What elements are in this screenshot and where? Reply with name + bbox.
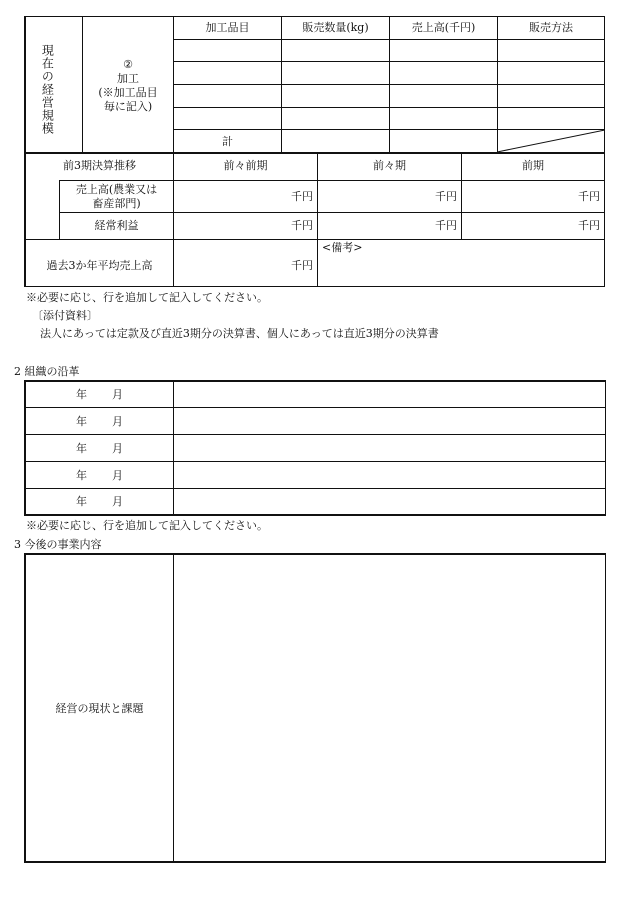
current-status-label: 経営の現状と課題 <box>55 702 144 715</box>
note-add-rows: ※必要に応じ、行を追加して記入してください。 <box>26 291 268 304</box>
sales-unit-2: 千円 <box>435 190 457 203</box>
profit-unit-2: 千円 <box>435 219 457 232</box>
notes-label: <備考> <box>322 241 363 254</box>
avg-sales-field[interactable] <box>174 240 317 286</box>
sales-field-1[interactable] <box>174 181 317 212</box>
history-year-4: 年 <box>76 469 87 482</box>
history-field-4[interactable] <box>174 462 605 488</box>
item-field-1[interactable] <box>174 40 281 61</box>
sales-row-label: 売上高(農業又は 畜産部門) <box>75 183 158 210</box>
history-field-1[interactable] <box>174 382 605 407</box>
volume-field-1[interactable] <box>282 40 389 61</box>
header-sales-amount: 売上高(千円) <box>411 21 476 34</box>
history-field-2[interactable] <box>174 408 605 434</box>
method-field-1[interactable] <box>498 40 604 61</box>
history-field-3[interactable] <box>174 435 605 461</box>
section3-title: 3 今後の事業内容 <box>14 538 102 551</box>
history-month-1: 月 <box>112 388 123 401</box>
history-year-1: 年 <box>76 388 87 401</box>
avg-sales-unit: 千円 <box>291 259 313 272</box>
header-sales-volume: 販売数量(kg) <box>302 21 369 34</box>
finance-title: 前3期決算推移 <box>63 159 136 172</box>
history-month-4: 月 <box>112 469 123 482</box>
notes-field[interactable] <box>318 255 604 286</box>
sales-unit-1: 千円 <box>291 190 313 203</box>
section2-title: 2 組織の沿革 <box>14 365 80 378</box>
header-sales-method: 販売方法 <box>529 21 573 34</box>
history-month-3: 月 <box>112 442 123 455</box>
history-year-3: 年 <box>76 442 87 455</box>
sales-unit-3: 千円 <box>578 190 600 203</box>
attachment-text: 法人にあっては定款及び直近3期分の決算書、個人にあっては直近3期分の決算書 <box>40 327 439 340</box>
profit-unit-3: 千円 <box>578 219 600 232</box>
sales-field-2[interactable] <box>318 181 461 212</box>
period-3: 前々前期 <box>223 159 268 172</box>
history-year-5: 年 <box>76 495 87 508</box>
profit-unit-1: 千円 <box>291 219 313 232</box>
profit-row-label: 経常利益 <box>94 219 139 232</box>
history-field-5[interactable] <box>174 489 605 514</box>
diagonal-slash <box>497 129 605 153</box>
period-1: 前期 <box>522 159 544 172</box>
header-processed-item: 加工品目 <box>205 21 250 34</box>
total-label: 計 <box>222 135 233 148</box>
note-add-rows-2: ※必要に応じ、行を追加して記入してください。 <box>26 519 268 532</box>
scale-vertical-label: 現在の経営規模 <box>40 44 55 135</box>
period-2: 前々期 <box>373 159 406 172</box>
history-month-5: 月 <box>112 495 123 508</box>
processing-label: ② 加工 (※加工品目 毎に記入) <box>98 58 158 113</box>
current-status-field[interactable] <box>174 555 605 861</box>
sales-field-3[interactable] <box>462 181 604 212</box>
amount-field-1[interactable] <box>390 40 497 61</box>
avg-sales-label: 過去3か年平均売上高 <box>46 259 153 272</box>
history-year-2: 年 <box>76 415 87 428</box>
attachment-title: 〔添付資料〕 <box>32 309 98 322</box>
history-month-2: 月 <box>112 415 123 428</box>
